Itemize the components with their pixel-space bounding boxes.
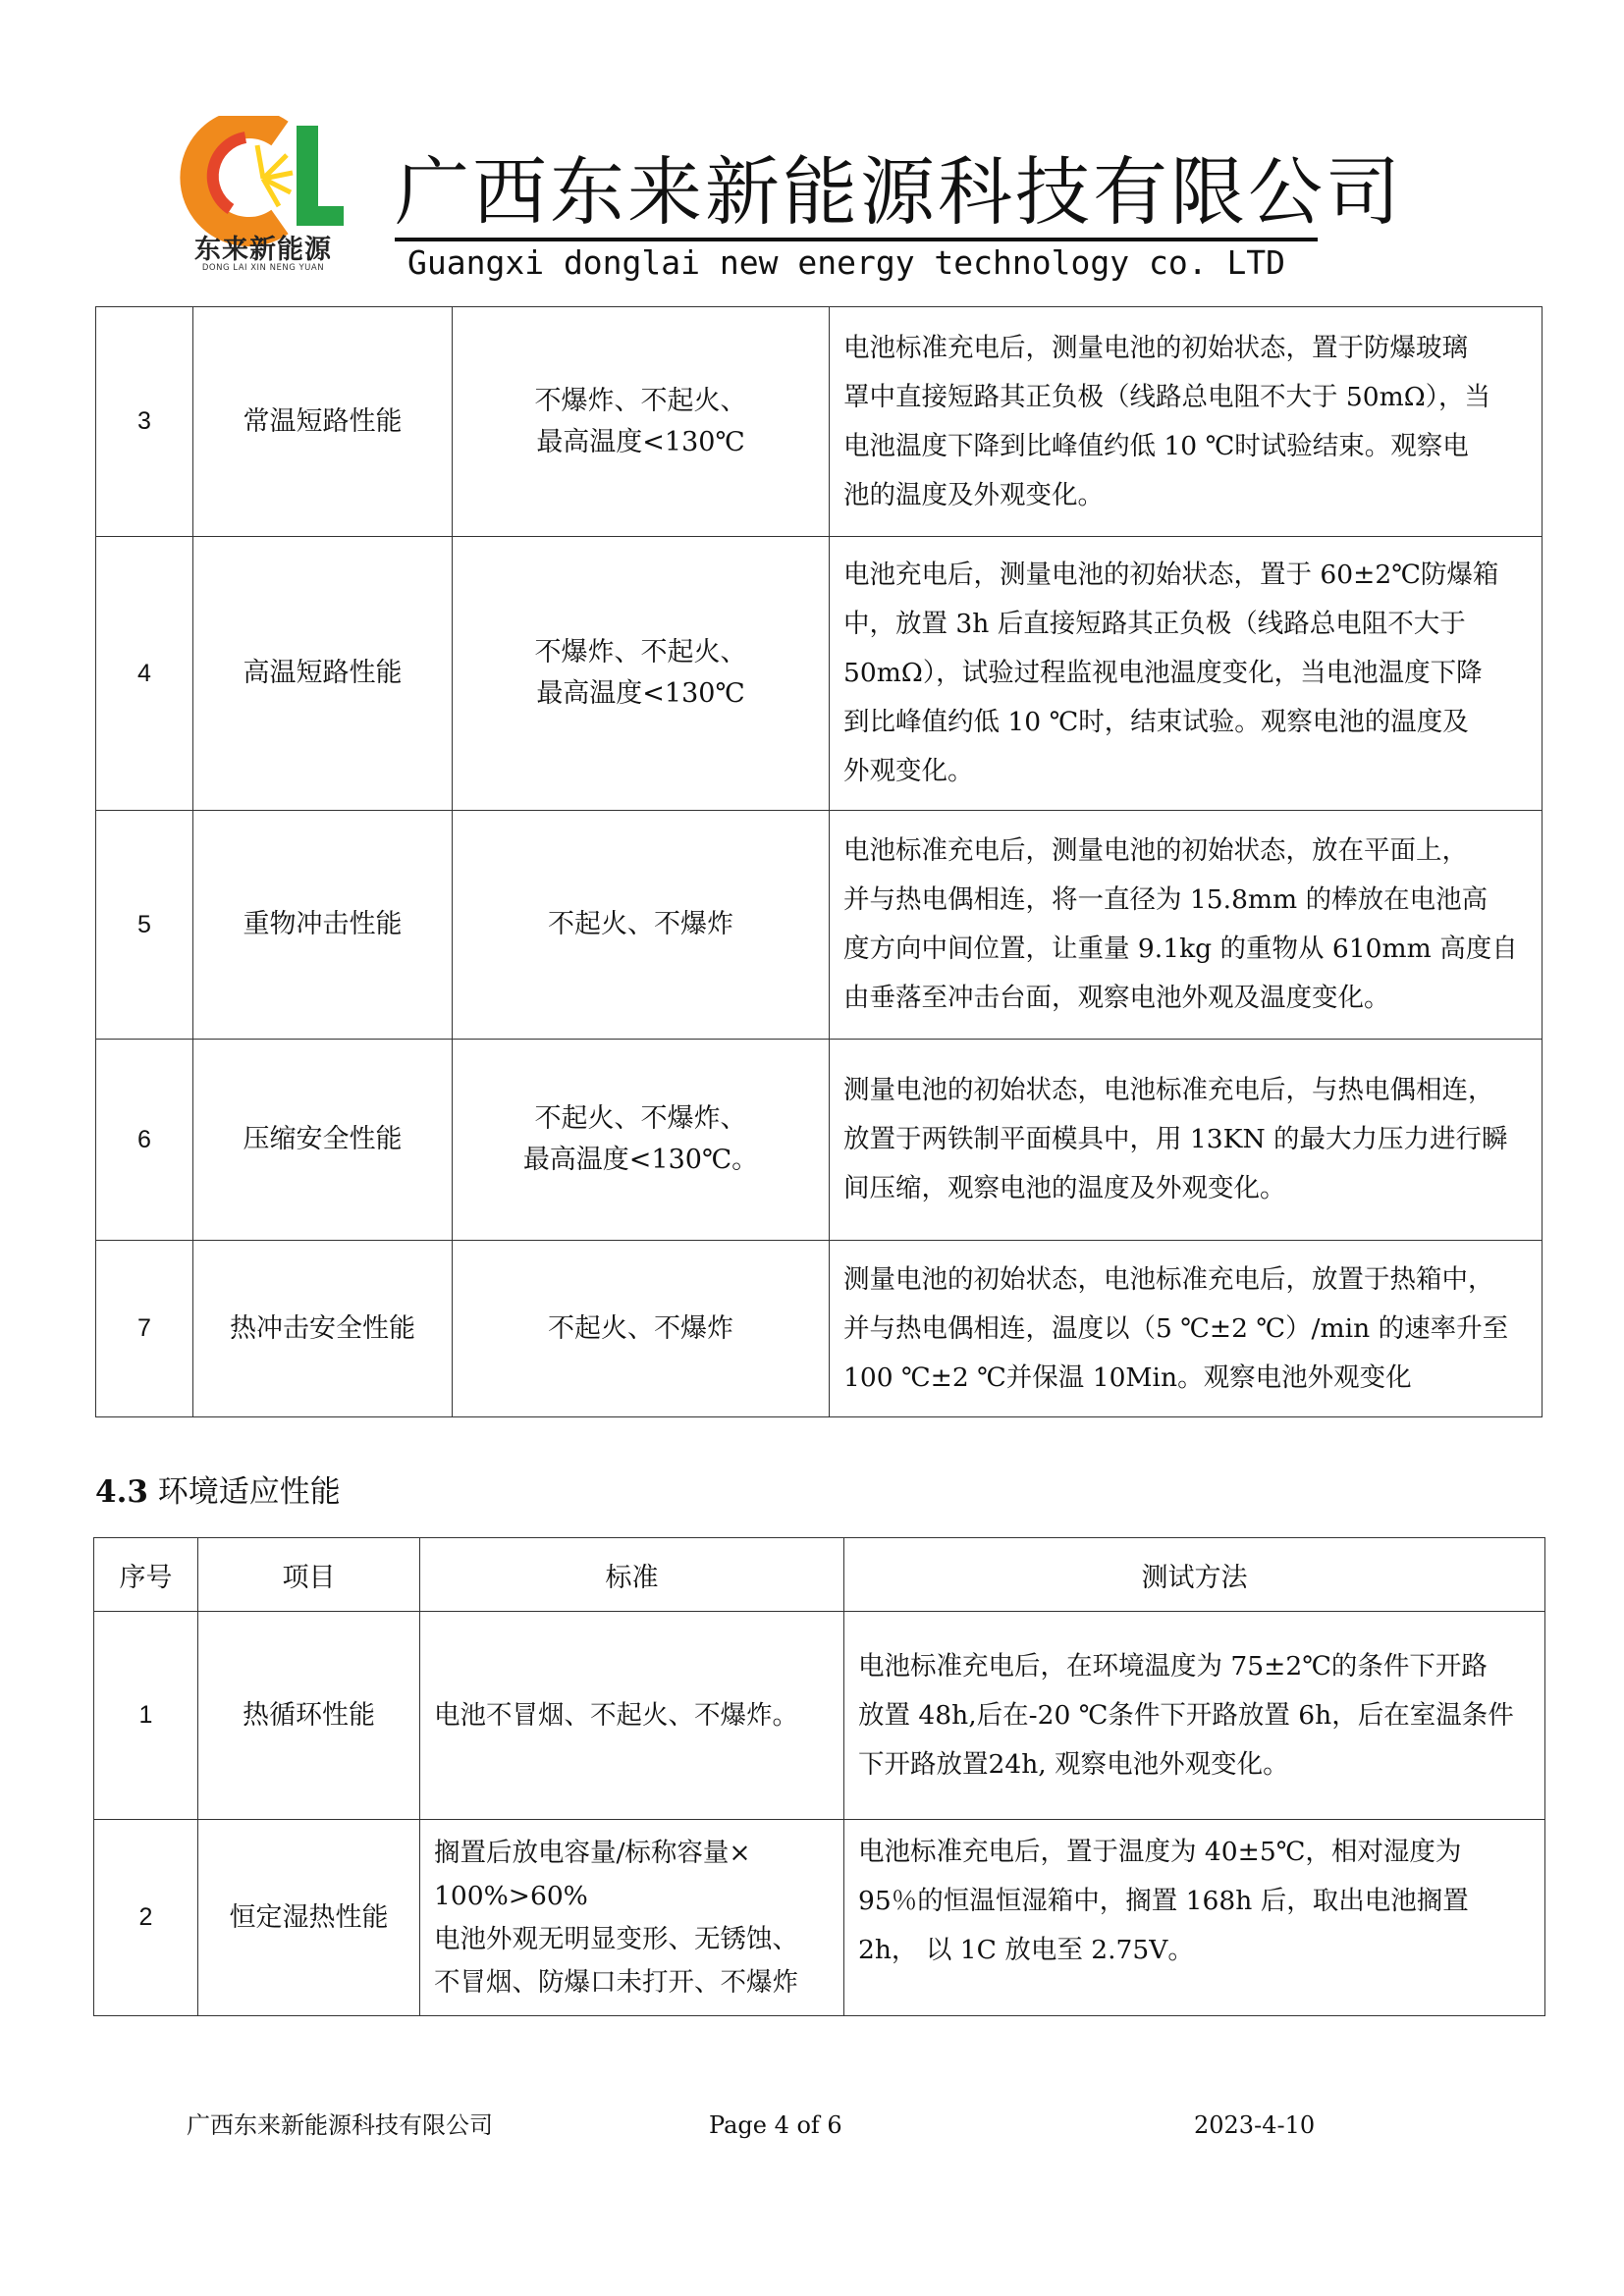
test-item: 热冲击安全性能 <box>193 1241 453 1417</box>
table-row <box>94 1820 1545 2016</box>
logo-subtext: DONG LAI XIN NENG YUAN <box>201 263 325 273</box>
test-method: 电池标准充电后，在环境温度为 75±2℃的条件下开路 放置 48h,后在-20 ℃条件下开路放置 6h，后在室温条件 下开路放置24h, 观察电池外观变化。 <box>844 1612 1545 1820</box>
table-row <box>96 1241 1543 1417</box>
test-standard: 不爆炸、不起火、 最高温度<130℃ <box>453 307 830 537</box>
row-number: 4 <box>96 537 193 811</box>
test-method: 电池标准充电后，测量电池的初始状态，放在平面上， 并与热电偶相连，将一直径为 15.8mm 的棒放在电池高 度方向中间位置，让重量 9.1kg 的重物从 610mm 高度自 由垂落至冲击台面，观察电池外观及温度变化。 <box>830 811 1543 1040</box>
col-header-number: 序号 <box>94 1538 198 1612</box>
table-row <box>94 1612 1545 1820</box>
company-name-en: Guangxi donglai new energy technology co. LTD <box>407 243 1286 282</box>
row-number: 5 <box>96 811 193 1040</box>
table-row <box>96 307 1543 537</box>
test-standard: 不起火、不爆炸、 最高温度<130℃。 <box>453 1040 830 1241</box>
row-number: 6 <box>96 1040 193 1241</box>
safety-test-table <box>95 306 1543 1417</box>
col-header-standard: 标准 <box>420 1538 844 1612</box>
footer-date: 2023-4-10 <box>1194 2111 1316 2139</box>
test-method: 电池标准充电后，测量电池的初始状态，置于防爆玻璃 罩中直接短路其正负极（线路总电阻不大于 50mΩ），当 电池温度下降到比峰值约低 10 ℃时试验结束。观察电 池的温度及外观变化。 <box>830 307 1543 537</box>
environment-test-table <box>93 1537 1545 2016</box>
footer-page-number: Page 4 of 6 <box>709 2111 842 2139</box>
test-item: 重物冲击性能 <box>193 811 453 1040</box>
table-header-row <box>94 1538 1545 1612</box>
section-title: 环境适应性能 <box>157 1474 341 1510</box>
table-row <box>96 811 1543 1040</box>
test-standard: 电池不冒烟、不起火、不爆炸。 <box>420 1612 844 1820</box>
company-name-cn: 广西东来新能源科技有限公司 <box>395 148 1403 236</box>
test-item: 热循环性能 <box>198 1612 420 1820</box>
section-number: 4.3 <box>95 1474 148 1510</box>
row-number: 7 <box>96 1241 193 1417</box>
test-item: 常温短路性能 <box>193 307 453 537</box>
test-item: 恒定湿热性能 <box>198 1820 420 2016</box>
test-method: 电池充电后，测量电池的初始状态，置于 60±2℃防爆箱 中，放置 3h 后直接短路其正负极（线路总电阻不大于 50mΩ），试验过程监视电池温度变化，当电池温度下降 到比峰值约低 10 ℃时，结束试验。观察电池的温度及 外观变化。 <box>830 537 1543 811</box>
footer-company: 广西东来新能源科技有限公司 <box>187 2111 493 2139</box>
test-standard: 不爆炸、不起火、 最高温度<130℃ <box>453 537 830 811</box>
logo-text: 东来新能源 <box>194 235 332 265</box>
test-standard: 不起火、不爆炸 <box>453 811 830 1040</box>
test-item: 高温短路性能 <box>193 537 453 811</box>
row-number: 3 <box>96 307 193 537</box>
table-row <box>96 1040 1543 1241</box>
test-method: 电池标准充电后，置于温度为 40±5℃，相对湿度为 95％的恒温恒湿箱中，搁置 168h 后，取出电池搁置 2h， 以 1C 放电至 2.75V。 <box>844 1820 1545 2016</box>
title-underline <box>395 238 1318 241</box>
test-method: 测量电池的初始状态，电池标准充电后，放置于热箱中， 并与热电偶相连，温度以（5 ℃±2 ℃）/min 的速率升至 100 ℃±2 ℃并保温 10Min。观察电池外观变化 <box>830 1241 1543 1417</box>
row-number: 2 <box>94 1820 198 2016</box>
test-method: 测量电池的初始状态，电池标准充电后，与热电偶相连， 放置于两铁制平面模具中，用 13KN 的最大力压力进行瞬 间压缩，观察电池的温度及外观变化。 <box>830 1040 1543 1241</box>
table-row <box>96 537 1543 811</box>
test-item: 压缩安全性能 <box>193 1040 453 1241</box>
row-number: 1 <box>94 1612 198 1820</box>
col-header-item: 项目 <box>198 1538 420 1612</box>
test-standard: 搁置后放电容量/标称容量× 100%>60% 电池外观无明显变形、无锈蚀、 不冒烟、防爆口未打开、不爆炸 <box>420 1820 844 2016</box>
section-heading <box>95 1472 341 1512</box>
col-header-method: 测试方法 <box>844 1538 1545 1612</box>
test-standard: 不起火、不爆炸 <box>453 1241 830 1417</box>
